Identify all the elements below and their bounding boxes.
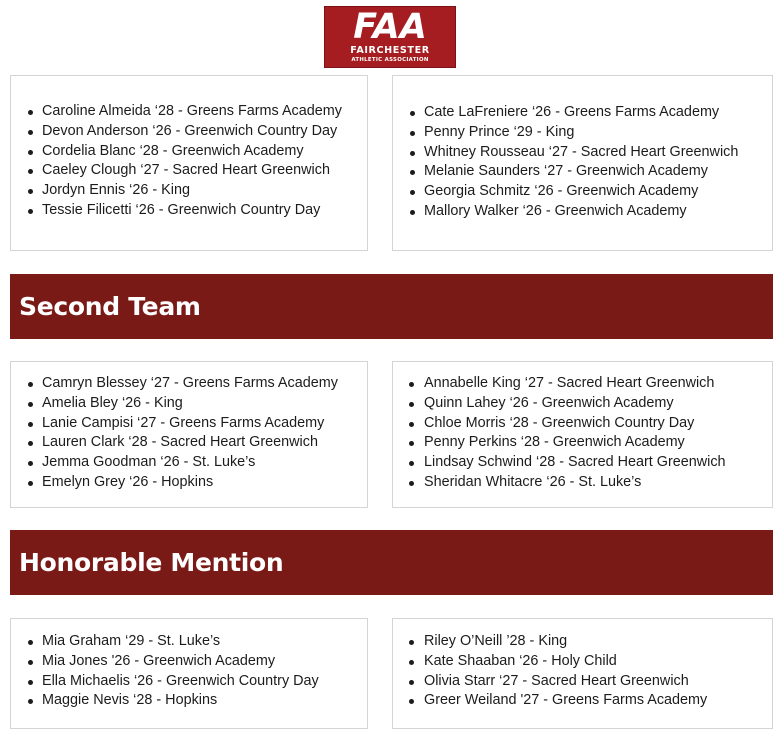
- list-item: Maggie Nevis ‘28 - Hopkins: [11, 691, 367, 711]
- list-item: Riley O’Neill ’28 - King: [393, 632, 772, 652]
- second-team-banner: [10, 274, 773, 339]
- list-item: Lanie Campisi ‘27 - Greens Farms Academy: [11, 414, 367, 434]
- list-item: Annabelle King ‘27 - Sacred Heart Greenwich: [393, 374, 772, 394]
- list-item: Mallory Walker ‘26 - Greenwich Academy: [393, 202, 772, 222]
- list-item: Melanie Saunders ‘27 - Greenwich Academy: [393, 162, 772, 182]
- list-item: Cordelia Blanc ‘28 - Greenwich Academy: [11, 142, 367, 162]
- list-item: Georgia Schmitz ‘26 - Greenwich Academy: [393, 182, 772, 202]
- list-item: Whitney Rousseau ‘27 - Sacred Heart Greenwich: [393, 143, 772, 163]
- list-item: Sheridan Whitacre ‘26 - St. Luke’s: [393, 473, 772, 493]
- list-item: Lauren Clark ‘28 - Sacred Heart Greenwich: [11, 433, 367, 453]
- list-item: Jemma Goodman ‘26 - St. Luke’s: [11, 453, 367, 473]
- second-team-heading: Second Team: [19, 292, 201, 321]
- honorable-mention-right-list: [392, 618, 773, 729]
- list-item: Quinn Lahey ‘26 - Greenwich Academy: [393, 394, 772, 414]
- list-item: Kate Shaaban ‘26 - Holy Child: [393, 652, 772, 672]
- list-item: Cate LaFreniere ‘26 - Greens Farms Academy: [393, 103, 772, 123]
- list-item: Mia Jones '26 - Greenwich Academy: [11, 652, 367, 672]
- list-item: Penny Perkins ‘28 - Greenwich Academy: [393, 433, 772, 453]
- list-item: Olivia Starr ‘27 - Sacred Heart Greenwich: [393, 672, 772, 692]
- player-list: [393, 374, 772, 493]
- player-list: [393, 103, 772, 222]
- list-item: Chloe Morris ‘28 - Greenwich Country Day: [393, 414, 772, 434]
- list-item: Ella Michaelis ‘26 - Greenwich Country Day: [11, 672, 367, 692]
- honorable-mention-left-list: [10, 618, 368, 729]
- list-item: Greer Weiland '27 - Greens Farms Academy: [393, 691, 772, 711]
- list-item: Penny Prince ‘29 - King: [393, 123, 772, 143]
- player-list: [11, 374, 367, 493]
- faa-logo: [324, 6, 456, 68]
- logo-line1: FAIRCHESTER: [350, 45, 430, 56]
- player-list: [393, 632, 772, 711]
- logo-line2: ATHLETIC ASSOCIATION: [351, 57, 429, 63]
- list-item: Jordyn Ennis ‘26 - King: [11, 181, 367, 201]
- list-item: Devon Anderson ‘26 - Greenwich Country Day: [11, 122, 367, 142]
- second-team-left-list: [10, 361, 368, 508]
- list-item: Amelia Bley ‘26 - King: [11, 394, 367, 414]
- list-item: Caeley Clough ‘27 - Sacred Heart Greenwich: [11, 161, 367, 181]
- second-team-right-list: [392, 361, 773, 508]
- player-list: [11, 632, 367, 711]
- logo-mark: FAA: [353, 7, 427, 47]
- first-team-right-list: [392, 75, 773, 251]
- list-item: Lindsay Schwind ‘28 - Sacred Heart Greenwich: [393, 453, 772, 473]
- honorable-mention-banner: [10, 530, 773, 595]
- player-list: [11, 102, 367, 221]
- honorable-mention-heading: Honorable Mention: [19, 548, 284, 577]
- list-item: Camryn Blessey ‘27 - Greens Farms Academy: [11, 374, 367, 394]
- first-team-left-list: [10, 75, 368, 251]
- list-item: Caroline Almeida ‘28 - Greens Farms Academy: [11, 102, 367, 122]
- list-item: Mia Graham ‘29 - St. Luke’s: [11, 632, 367, 652]
- list-item: Emelyn Grey ‘26 - Hopkins: [11, 473, 367, 493]
- list-item: Tessie Filicetti ‘26 - Greenwich Country Day: [11, 201, 367, 221]
